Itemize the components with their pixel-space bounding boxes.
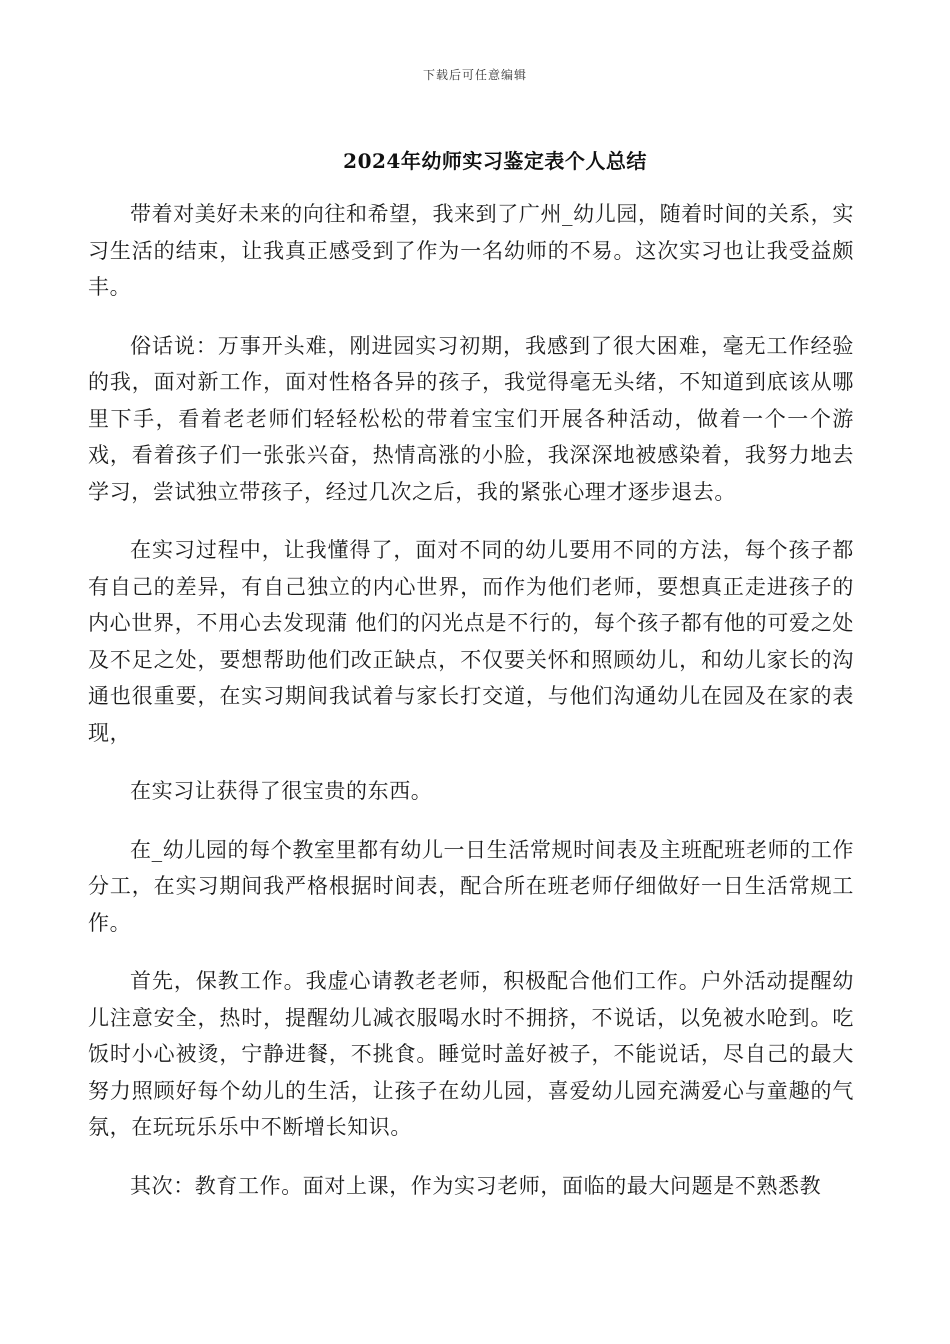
paragraph-early-difficulties: 俗话说：万事开头难，刚进园实习初期，我感到了很大困难，毫无工作经验的我，面对新工作，面对性格各异的孩子，我觉得毫无头绪，不知道到底该从哪里下手，看着老老师们轻轻松松的带着宝宝们开展各种活动，做着一个一个游戏，看着孩子们一张张兴奋，热情高涨的小脸，我深深地被感染着，我努力地去学习，尝试独立带孩子，经过几次之后，我的紧张心理才逐步退去。: [88, 333, 854, 504]
paragraph-gains: 在实习让获得了很宝贵的东西。: [130, 779, 433, 803]
paragraph-teaching-work: 其次：教育工作。面对上课，作为实习老师，面临的最大问题是不熟悉教: [130, 1173, 822, 1198]
paragraph-care-work: 首先，保教工作。我虚心请教老老师，积极配合他们工作。户外活动提醒幼儿注意安全，热时，提醒幼儿减衣服喝水时不拥挤，不说话，以免被水呛到。吃饭时小心被烫，宁静进餐，不挑食。睡觉时盖好被子，不能说话，尽自己的最大努力照顾好每个幼儿的生活，让孩子在幼儿园，喜爱幼儿园充满爱心与童趣的气氛，在玩玩乐乐中不断增长知识。: [88, 969, 854, 1139]
document-title: 2024年幼师实习鉴定表个人总结: [343, 149, 647, 173]
paragraph-daily-routine: 在_幼儿园的每个教室里都有幼儿一日生活常规时间表及主班配班老师的工作分工，在实习期间我严格根据时间表，配合所在班老师仔细做好一日生活常规工作。: [88, 837, 854, 935]
header-note: 下载后可任意编辑: [422, 68, 527, 82]
paragraph-intro: 带着对美好未来的向往和希望，我来到了广州_幼儿园，随着时间的关系，实习生活的结束，让我真正感受到了作为一名幼师的不易。这次实习也让我受益颇丰。: [88, 202, 854, 299]
document-body: [88, 196, 854, 1226]
paragraph-understanding-children: 在实习过程中，让我懂得了，面对不同的幼儿要用不同的方法，每个孩子都有自己的差异，有自己独立的内心世界，而作为他们老师，要想真正走进孩子的内心世界，不用心去发现蒲 他们的闪光点是不行的，每个孩子都有他的可爱之处及不足之处，要想帮助他们改正缺点，不仅要关怀和照顾幼儿，和幼儿家长的沟通也很重要，在实习期间我试着与家长打交道，与他们沟通幼儿在园及在家的表现，: [88, 538, 854, 745]
